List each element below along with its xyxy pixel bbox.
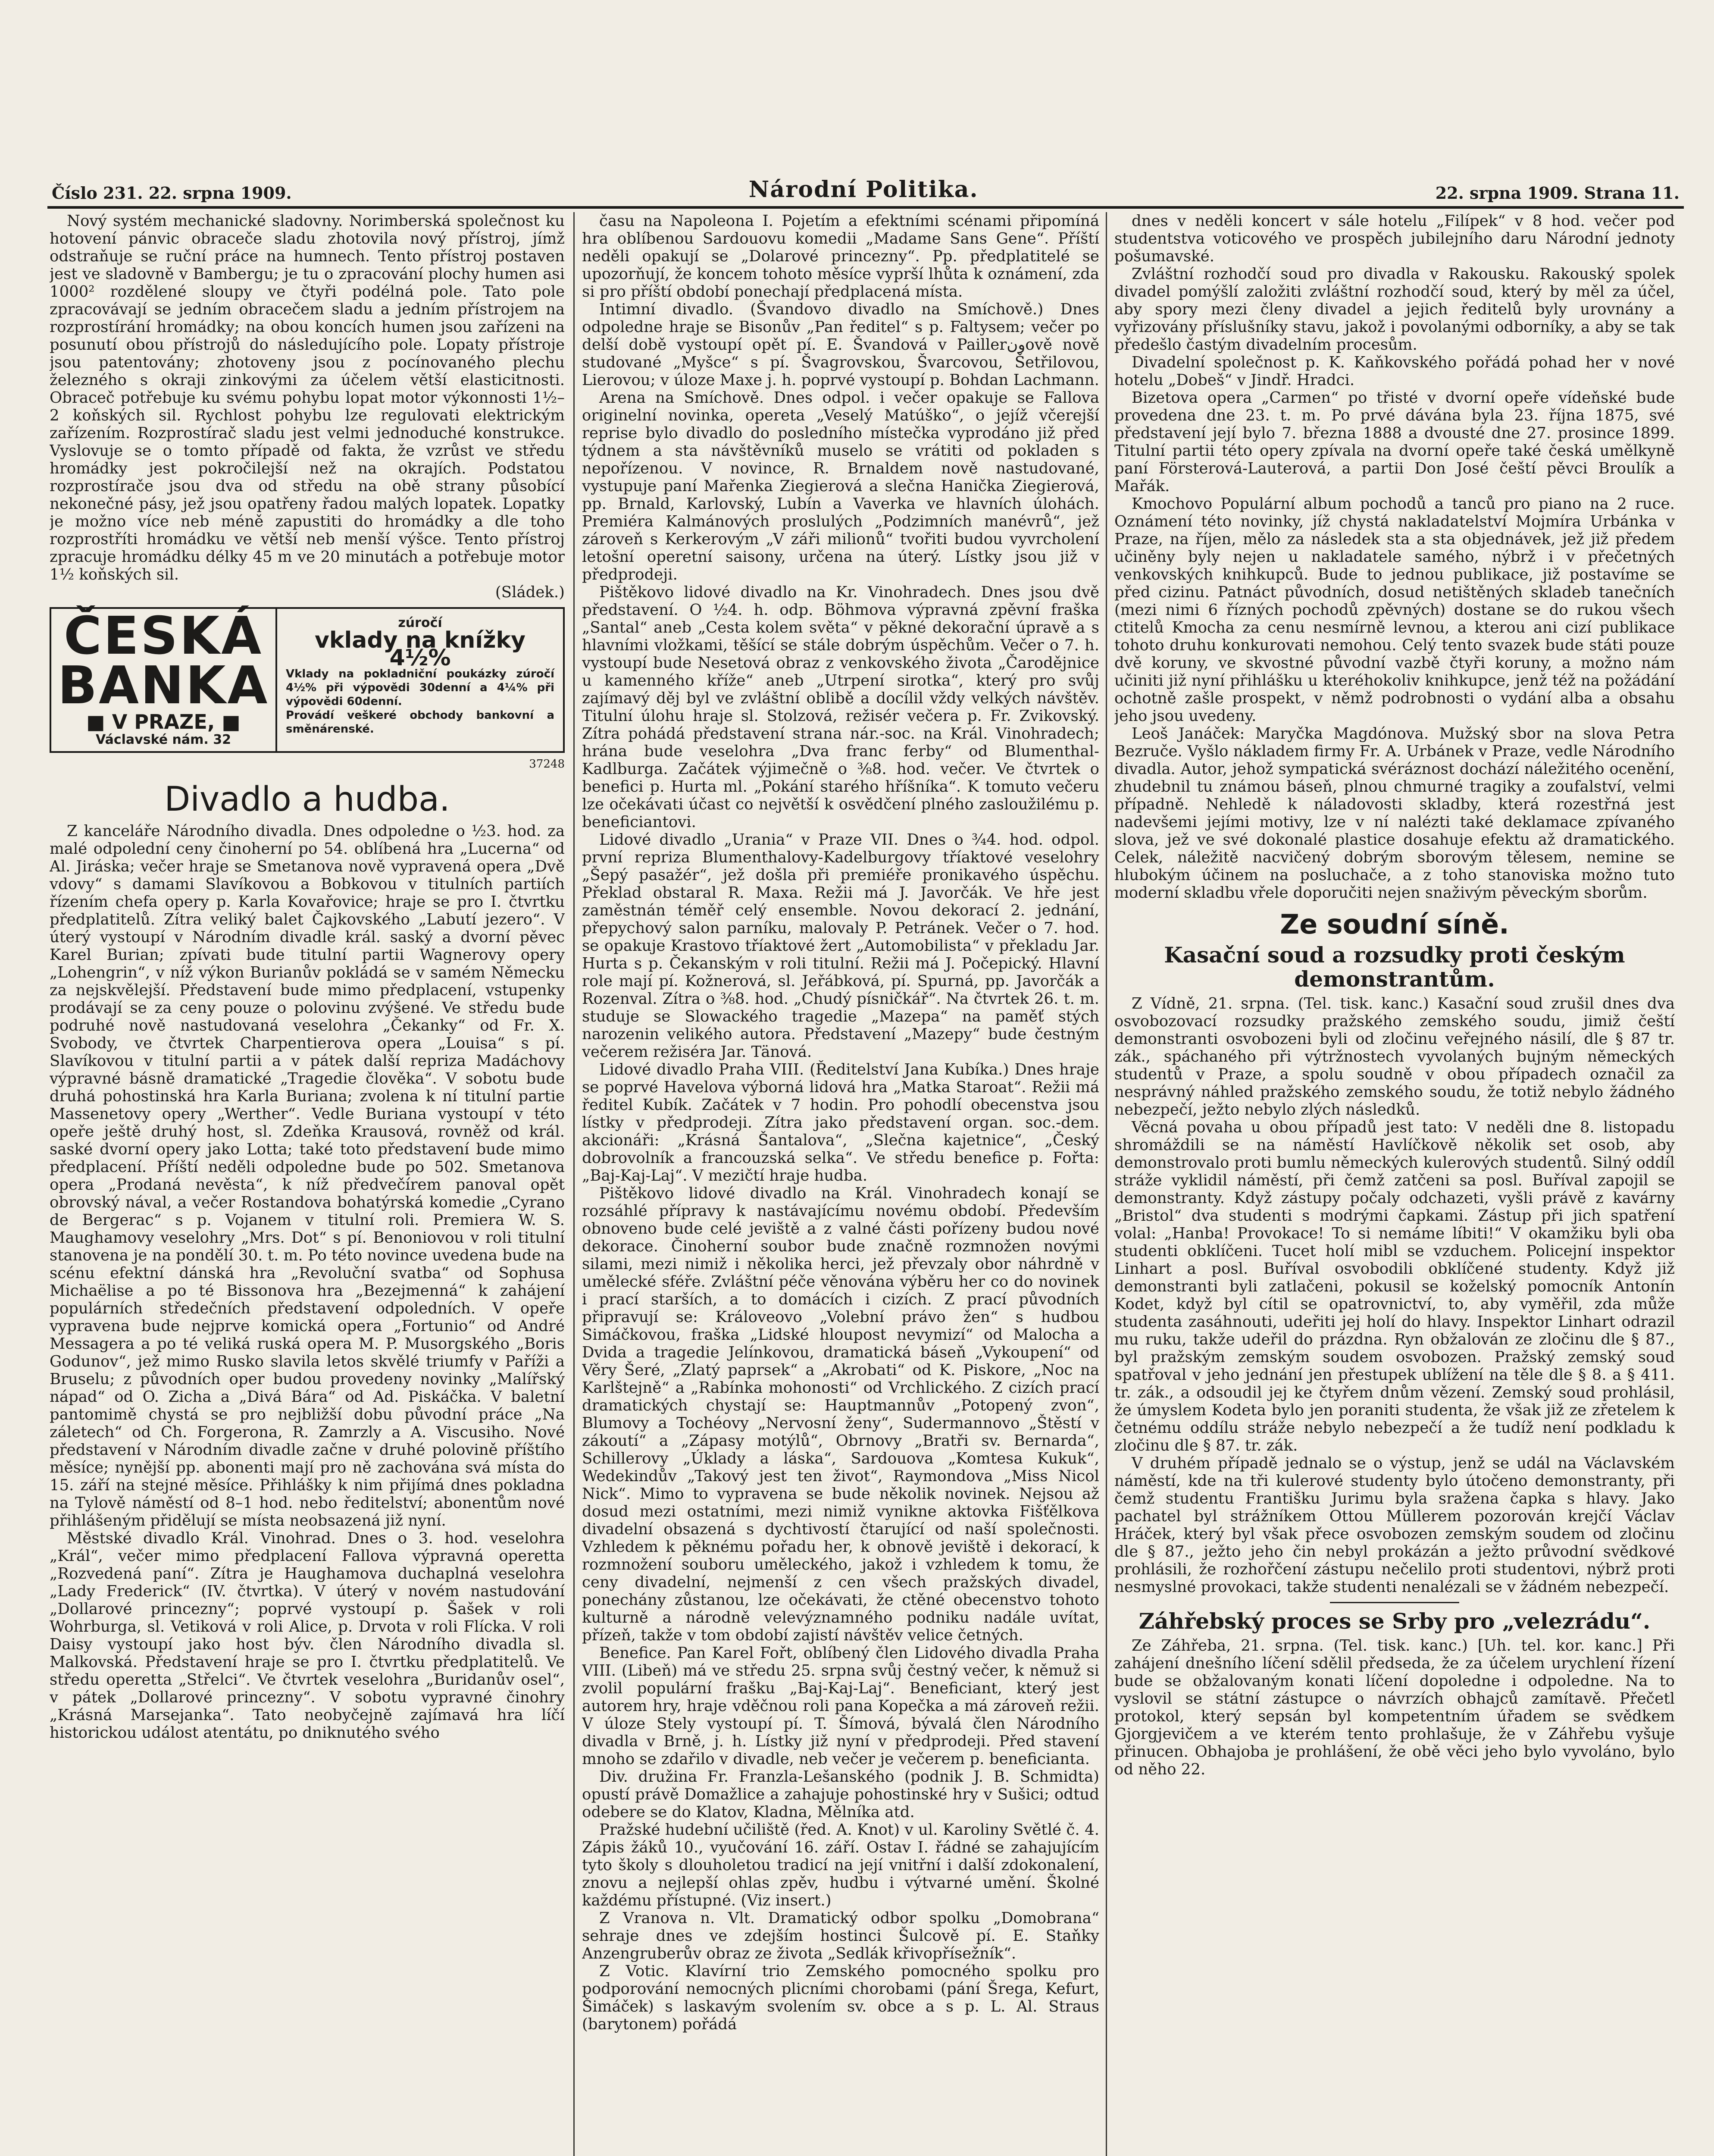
court-article-text: Z Vídně, 21. srpna. (Tel. tisk. kanc.) Kasační soud zrušil dnes dva osvobozovací rozsudky pražského zemského soudu, jimiž čeští demonstranti osvobozeni byli od zločinu veřejného násilí, dle § 87 tr. zák., spáchaného při výtržnostech vyvolaných bujným německých studentů v Praze, a spolu soudně v obou případech označil za nesprávný náhled pražského zemského soudu, že totiž nebylo žádného nebezpečí, ježto nebylo zlých následků. <box>1114 995 1675 1119</box>
article-arena-smichov: Arena na Smíchově. Dnes odpol. i večer opakuje se Fallova originelní novinka, opereta „Veselý Matúško“, o jejíž včerejší reprise bylo divadlo do posledního místečka vyprodáno již před týdnem a sta návštěvníků muselo se vrátiti od pokladen s nepořízenou. V novince, R. Brnaldem nově nastudované, vystupuje paní Mařenka Ziegierová a slečna Hanička Ziegierová, pp. Brnald, Karlovský, Lubín a Vaverka ve hlavních úlohách. Premiéra Kalmánových proslulých „Podzimních manévrů“, jež zároveň s Kerkerovým „V záři milionů“ tvořiti budou vyvrcholení letošní operetní saisony, určena na úterý. Lístky jsou již v předprodeji. <box>582 389 1099 583</box>
article-urania: Lidové divadlo „Urania“ v Praze VII. Dnes o ¾4. hod. odpol. první repriza Blumenthalovy-Kadelburgovy tříaktové veselohry „Šepý pasažér“, jež došla při premiéře pronikavého úspěchu. Překlad obstaral R. Maxa. Režii má J. Javorčák. Ve hře jest zaměstnán téměř celý ensemble. Novou dekorací 2. jednání, přepychový salon parníku, malovaly P. Petránek. Večer o 7. hod. se opakuje Krastovo tříaktové žert „Automobilista“ v překladu Jar. Hurta s p. Čekanským v roli titulní. Režii má J. Počepický. Hlavní role mají pí. Kožnerová, sl. Jeřábková, pí. Spurná, pp. Javorčák a Rozenval. Zítra o ⅜8. hod. „Chudý písničkář“. Na čtvrtek 26. t. m. studuje se Slowackého tragedie „Mazepa“ na paměť stých narozenin velikého autora. Představení „Mazepy“ bude čestným večerem režiséra Jar. Tänová. <box>582 831 1099 1061</box>
column-divider <box>573 212 575 2156</box>
masthead: Národní Politika. <box>748 176 979 203</box>
article-music-school: Pražské hudební učiliště (řed. A. Knot) v ul. Karoliny Světlé č. 4. Zápis žáků 10., vyučování 16. září. Ostav I. řádné se zahajujícím tyto školy s dlouholetou tradicí na její vnitřní i další zdokonalení, znovu a nejlepší ohlas zpěv, hudbu i výtvarné umění. Školné každému přístupné. (Viz insert.) <box>582 1821 1099 1909</box>
column-divider <box>1106 212 1107 2156</box>
court-article-text: V druhém případě jednalo se o výstup, jenž se udál na Václavském náměstí, kde na tři kulerové studenty bylo útočeno demonstranty, při čemž studentu Františku Jurimu byla sražena čapka s hlavy. Jako pachatel byl strážníkem Ottou Müllerem pozorován krejčí Václav Hráček, který byl však přece osvobozen zemským soudem od zločinu dle § 87., ježto jeho čin nebyl prokázán a ježto průvodní svědkové prohlásili, že rozhořčení zástupu nečelilo proti studentovi, nýbrž proti nesmyslné provokaci, takže studenti nenalézali se v žádném nebezpečí. <box>1114 1454 1675 1596</box>
article-kmoch-album: Kmochovo Populární album pochodů a tanců pro piano na 2 ruce. Oznámení této novinky, jíž chystá nakladatelství Mojmíra Urbánka v Praze, na říjen, mělo za následek sta a sta objednávek, jež již předem učiněny byly nejen u nakladatele samého, nýbrž i v přečetných venkovských knihkupců. Bude to jednou publikace, již postavíme se před cizinu. Patnáct původních, dosud netištěných skladeb tanečních (mezi nimi 6 řízných pochodů zpěvných) dostane se do rukou všech ctitelů Kmocha za cenu nesmírně levnou, a kterou ani cizí publikace tohoto druhu konkurovati nemohou. Celý tento svazek bude státi pouze dvě koruny, ve skvostné původní vazbě čtyři koruny, a možno nám učiniti již nyní přihlášku u kteréhokoliv knihkupce, jenž též na požádání ochotně zašle prospekt, v němž podrobnosti o vydání alba a obsahu jeho jsou uvedeny. <box>1114 495 1675 725</box>
article-vranov: Z Vranova n. Vlt. Dramatický odbor spolku „Domobrana“ sehraje dnes ve zdejším hostinci Šulcově pí. E. Staňky Anzengruberův obraz ze života „Sedlák křivopřísežník“. <box>582 1909 1099 1962</box>
header-rule <box>47 206 1684 209</box>
column-2 <box>582 212 1099 2156</box>
court-article-text: Věcná povaha u obou případů jest tato: V neděli dne 8. listopadu shromáždili se na náměstí Havlíčkově několik set osob, aby demonstrovalo proti bumlu německých kulerových studentů. Silný oddíl stráže vyklidil náměstí, při čemž zatčeni sa posl. Buříval zapojil se demonstranty. Když zástupy počaly odchazeti, vyšli právě z kavárny „Bristol“ dva studenti s modrými čapkami. Zástup při jich spatření volal: „Hanba! Provokace! To si nemáme líbiti!“ V okamžiku byli oba studenti obklíčeni. Tucet holí mibl se vzduchem. Policejní inspektor Linhart a posl. Buříval osvobodili obklíčené studenty. Když již demonstranti byli zatlačeni, pokusil se koželský pomocník Antonín Kodet, když byl cítil se opatrovnictví, to, aby vyměřil, zda může studenta zasáhnouti, udeřiti jej holí do hlavy. Inspektor Linhart odrazil mu ruku, takže udeřil do prázdna. Ryn obžalován ze zločinu dle § 87., byl pražským zemským soudem osvobozen. Pražský zemský soud spatřoval v jeho jednání jen přestupek ublížení na těle dle § 8. a § 411. tr. zák., a odsoudil jej ke čtyřem dnům vězení. Zemský soud prohlásil, že úmyslem Kodeta bylo jen poraniti studenta, že však již ze zřetelem k četnému oddílu stráže nebylo nebezpečí a že tudíž není podkladu k zločinu dle § 87. tr. zák. <box>1114 1119 1675 1454</box>
article-benefice: Benefice. Pan Karel Fořt, oblíbený člen Lidového divadla Praha VIII. (Libeň) má ve středu 25. srpna svůj čestný večer, k němuž si zvolil populární frašku „Baj-Kaj-Laj“. Beneficiant, který jest autorem hry, hraje vděčnou roli pana Kopečka a má zároveň režii. V úloze Stely vystoupí pí. T. Šímová, bývalá člen Národního divadla v Brně, j. h. Lístky již nyní v předprodeji. Před stavení mnoho se zdařilo v divadle, neb večer je večerem p. beneficianta. <box>582 1644 1099 1768</box>
ad-line: Provádí veškeré obchody bankovní a směnárenské. <box>286 709 554 736</box>
article-continuation: času na Napoleona I. Pojetím a efektními scénami připomíná hra oblíbenou Sardouovu komedii „Madame Sans Gene“. Příští neděli opakují se „Dolarové princezny“. Pp. předplatitelé se upozorňují, že koncem tohoto měsíce vyprší lhůta k oznámení, zda si pro příští období ponechají předplacená místa. <box>582 212 1099 301</box>
bank-advertisement <box>50 607 565 753</box>
bank-city: ■ V PRAZE, ■ <box>86 710 241 733</box>
ad-line: Vklady na pokladniční poukázky zúročí 4½% při výpovědi 30denní a 4¼% při výpovědi 60denní. <box>286 667 554 708</box>
bank-address: Václavské nám. 32 <box>96 732 231 747</box>
article-separator <box>1330 1602 1459 1603</box>
article-carmen: Bizetova opera „Carmen“ po třisté v dvorní opeře vídeňské bude provedena dne 23. t. m. Po prvé dávána byla 23. října 1875, své představení její bylo 7. března 1888 a dvousté dne 27. prosince 1899. Titulní partii této opery zpívala na dvorní opeře také česká umělkyně paní Försterová-Lauterová, a partii Don José čeští pěvci Broulík a Mařák. <box>1114 389 1675 495</box>
article-vinohrady-theatre: Městské divadlo Král. Vinohrad. Dnes o 3. hod. veselohra „Král“, večer mimo předplacení Fallova výpravná operetta „Rozvedená paní“. Zítra je Haughamova duchaplná veselohra „Lady Frederick“ (IV. čtvrtka). V úterý v novém nastudování „Dollarové princezny“; poprvé vystoupí p. Šašek v roli Wohrburga, sl. Vetiková v roli Alice, p. Drvota v roli Flícka. V roli Daisy vystoupí jako host býv. člen Národního divadla sl. Malkovská. Představení hraje se pro I. čtvrtku předplatitelů. Ve středu operetta „Střelci“. Ve čtvrtek veselohra „Buridanův osel“, v pátek „Dollarové princezny“. V sobotu vypravné činohry „Krásná Marsejanka“. Tato neobyčejně zajímavá hra líčí historickou událost atentátu, po dniknutého svého <box>50 1529 565 1742</box>
ad-code: 37248 <box>529 758 565 771</box>
court-headline: Kasační soud a rozsudky proti českým demonstrantům. <box>1164 942 1625 992</box>
ad-interest-rate: vklady na knížky 4½% <box>315 627 525 671</box>
article-pistek-season: Pištěkovo lidové divadlo na Král. Vinohradech konají se rozsáhlé přípravy k nastávajícímu novému období. Především obnoveno bude celé jeviště a z valné části pořízeny budou nové dekorace. Činoherní soubor bude značně rozmnožen novými silami, mezi nimiž i několika herci, jež převzaly obor náhrdně v umělecké sféře. Zvláštní péče věnována výběru her co do novinek i prací starších, a to domácích i cizích. Z prací původních připravují se: Královeovo „Volební právo žen“ s hudbou Simáčkovou, fraška „Lidské hloupost nevymizí“ od Malocha a Dvida a tragedie Jelínkovou, dramatická báseň „Vykoupení“ od Věry Šeré, „Zlatý paprsek“ a „Akrobati“ od K. Piskore, „Noc na Karlštejně“ a „Rabínka mohonosti“ od Vrchlického. Z cizích prací dramatických chystají se: Hauptmannův „Potopený zvon“, Blumovy a Tochéovy „Nervosní ženy“, Sudermannovo „Štěstí v zákoutí“ a „Zápasy motýlů“, Obrnovy „Bratři sv. Bernarda“, Schillerovy „Úklady a láska“, Sardouova „Komtesa Kukuk“, Wedekindův „Takový jest ten život“, Raymondova „Miss Nicol Nick“. Mimo to vypravena se bude několik novinek. Nejsou až dosud mezi ostatními, mezi nimiž vynikne aktovka Fišťělkova divadelní obsazená s dychtivostí čtarující od naší společnosti. Vzhledem k pěknému pořadu her, k obnově jeviště i dekorací, k rozmnožení souboru uměleckého, jakož i vzhledem k tomu, že ceny divadelní, nejmenší z cen všech pražských divadel, ponechány zůstanou, lze očekávati, že ctěné obecenstvo tohoto kulturně a národně velevýznamného podniku nadále uvítat, přízeň, takže v tom období zajistí návštěv velice četných. <box>582 1185 1099 1644</box>
bank-logo-block <box>51 606 277 751</box>
date-and-page: 22. srpna 1909. Strana 11. <box>1435 183 1680 203</box>
column-3 <box>1114 212 1675 2156</box>
zagreb-headline: Záhřebský proces se Srby pro „velezrádu“. <box>1138 1608 1651 1634</box>
section-title-court: Ze soudní síně. <box>1280 909 1509 940</box>
article-pistek-theatre: Pištěkovo lidové divadlo na Kr. Vinohradech. Dnes jsou dvě představení. O ½4. h. odp. Böhmova výpravná zpěvní fraška „Santal“ aneb „Cesta kolem světa“ v pěkné dekorační úpravě a s hlavními vložkami, těšící se stále dobrým úspěchům. Večer o 7. h. vystoupí bude Nesetová obraz z venkovského života „Čarodějnice u kamenného kříže“ aneb „Utrpení sirotka“, který pro svůj zajímavý děj byl ve zvláštní oblibě a docílil vždy velkých návštěv. Titulní úlohu hraje sl. Stolzová, režisér večera p. Fr. Zvikovský. Zítra pohádá představení strana nár.-soc. na Král. Vinohradech; hrána bude veselohra „Dva franc ferby“ od Blumenthal-Kadlburga. Začátek výjimečně o ⅜8. hod. večer. Ve čtvrtek o benefici p. Hurta ml. „Pokání starého hříšníka“. K tomuto večeru lze očekávati účast co největší k osvědčení plného zasloužilému p. beneficiantovi. <box>582 583 1099 831</box>
article-intimni-divadlo: Intimní divadlo. (Švandovo divadlo na Smíchově.) Dnes odpoledne hraje se Bisonův „Pan ředitel“ s p. Faltysem; večer po delší době vystoupí opět pí. E. Švandová v Paillerونově nově studované „Myšce“ s pí. Švagrovskou, Švarcovou, Šetřilovou, Lierovou; v úloze Maxe j. h. poprvé vystoupí p. Bohdan Lachmann. <box>582 301 1099 389</box>
bank-name: ČESKÁ BANKA <box>57 606 269 716</box>
issue-number: Číslo 231. 22. srpna 1909. <box>52 183 292 203</box>
zagreb-article-text: Ze Záhřeba, 21. srpna. (Tel. tisk. kanc.) [Uh. tel. kor. kanc.] Při zahájení dnešního líčení sdělil předseda, že za účelem urychlení řízení bude se obžalovaným konati líčení dopoledne i odpoledne. Na to vyslovil se státní zástupce o návrzích obhajců zamítavě. Přečetl protokol, který sepsán byl kompetentním úřadem se svědkem Gjorgjevičem a ve kterém tento prohlašuje, že v Záhřebu vyšuje přinucen. Obhajoba je prohlášení, že obě věci jeho bylo vyvoláno, bylo od něho 22. <box>1114 1637 1675 1778</box>
ad-line: zúročí <box>398 615 442 630</box>
section-title-theatre: Divadlo a hudba. <box>164 780 450 819</box>
article-lidove-divadlo: Lidové divadlo Praha VIII. (Ředitelství Jana Kubíka.) Dnes hraje se poprvé Havelova výborná lidová hra „Matka Staroat“. Režii má ředitel Kubík. Začátek v 7 hodin. Pro pohodlí obecenstva jsou lístky v předprodeji. Zítra jako představení organ. soc.-dem. akcionáři: „Krásná Šantalova“, „Slečna kajetnice“, „Český dobrovolník a francouzská selka“. Ve středu benefice p. Fořta: „Baj-Kaj-Laj“. V mezičtí hraje hudba. <box>582 1061 1099 1185</box>
article-concert: dnes v neděli koncert v sále hotelu „Filípek“ v 8 hod. večer pod studentstva voticového ve prospěch jubilejního daru Národní jednoty pošumavské. <box>1114 212 1675 265</box>
column-1 <box>50 212 565 2156</box>
article-national-theatre: Z kanceláře Národního divadla. Dnes odpoledne o ½3. hod. za malé odpolední ceny činoherní po 54. oblíbená hra „Lucerna“ od Al. Jiráska; večer hraje se Smetanova nově vypravená opera „Dvě vdovy“ s damami Slavíkovou a Bobkovou v titulních partiích řízením chefa opery p. Karla Kovařovice; hraje se pro I. čtvrtku předplatitelů. Zítra veliký balet Čajkovského „Labutí jezero“. V úterý vystoupí v Národním divadle král. saský a dvorní pěvec Karel Burian; zpívati bude titulní partii Wagnerovy opery „Lohengrin“, v níž výkon Burianův pokládá se v samém Německu za nejskvělejší. Představení bude mimo předplacení, vstupenky prodávají se za ceny pouze o polovinu zvýšené. Ve středu bude podruhé nově nastudovaná veselohra „Čekanky“ od Fr. X. Svobody, ve čtvrtek Charpentierova opera „Louisa“ s pí. Slavíkovou v titulní partii a v pátek další repriza Madáchovy výpravné básně dramatické „Tragedie člověka“. V sobotu bude druhá pohostinská hra Karla Buriana; zvolena k ní titulní partie Massenetovy opery „Werther“. Vedle Buriana vystoupí v této opeře ještě druhý host, sl. Zdeňka Krausová, rovněž od král. saské dvorní opery jako Lotta; také toto představení bude mimo předplacení. Příští neděli odpoledne bude po 502. Smetanova opera „Prodaná nevěsta“, k níž předvečírem panoval opět obrovský nával, a večer Rostandova bohatýrská komedie „Cyrano de Bergerac“ s p. Vojanem v titulní roli. Premiera W. S. Maughamovy veselohry „Mrs. Dot“ s pí. Benoniovou v roli titulní stanovena je na pondělí 30. t. m. Po této novince uvedena bude na scénu efektní dánská hra „Revoluční svatba“ od Sophusa Michaëlise a po té Bissonova hra „Bezejmenná“ k zahájení populárních středečních představení odpoledních. V opeře vypravena bude nejprve komická opera „Fortunio“ od André Messagera a po té veliká ruská opera M. P. Musorgského „Boris Godunov“, jež mimo Rusko slavila letos skvělé triumfy v Paříži a Bruselu; z původních oper budou provedeny novinky „Malířský nápad“ od O. Zicha a „Divá Bára“ od Ad. Piskáčka. V baletní pantomimě chystá se pro nejbližší dobu původní práce „Na záletech“ od Ch. Forgerona, R. Zamrzly a A. Viscusiho. Nové představení v Národním divadle začne v druhé polovině příštího měsíce; nynější pp. abonenti mají pro ně zachována svá místa do 15. září na stejné měsíce. Přihlášky k nim přijímá dnes pokladna na Tylově náměstí od 8–1 hod. nebo ředitelství; abonentům nové přihlášeným přidělují se místa neobsazená již nyní. <box>50 822 565 1529</box>
article-signature: (Sládek.) <box>495 583 565 601</box>
article-arbitration: Zvláštní rozhodčí soud pro divadla v Rakousku. Rakouský spolek divadel pomýšlí založiti zvláštní rozhodčí soud, který by měl za účel, aby spory mezi členy divadel a jejich ředitelů byly urovnány a vyřizovány příslušníky stavu, jakož i povolanými odborníky, a aby se tak předešlo častým divadelním procesům. <box>1114 265 1675 354</box>
article-votice: Z Votic. Klavírní trio Zemského pomocného spolku pro podporování nemocných plicními chorobami (pání Šrega, Kefurt, Šimáček) s laskavým svolením sv. obce a s p. L. Al. Straus (barytonem) pořádá <box>582 1962 1099 2033</box>
bank-offer <box>277 609 563 751</box>
article-kankovsky: Divadelní společnost p. K. Kaňkovského pořádá pohad her v nové hotelu „Dobeš“ v Jindř. Hradci. <box>1114 354 1675 389</box>
article-malting: Nový systém mechanické sladovny. Norimberská společnost ku hotovení pánvic obraceče sladu zhotovila nový přístroj, jímž odstraňuje se ruční práce na humnech. Tento přístroj postaven jest ve sladovně v Bambergu; je tu o zpracování plochy humen asi 1000² rozdělené sloupy ve čtyři podélná pole. Tato pole zpracovávají se jedním obracečem sladu a jedním přístrojem na rozprostírání hromádky; na obou koncích humen jsou zařízeni na posunutí obou přístrojů do následujícího pole. Lopaty přístroje jsou patentovány; zhotoveny jsou z pocínovaného plechu železného s okraji zinkovými za účelem větší elasticitnosti. Obraceč potřebuje ku svému pohybu lopat motor výkonnosti 1½–2 koňských sil. Rychlost pohybu lze regulovati elektrickým zařízením. Rozprostírač sladu jest velmi jednoduché konstrukce. Vyslovuje se o tomto případě od fakta, že vzrůst ve středu hromádky jest pokročilejší než na okrajích. Podstatou rozprostírače jsou dva od středu na obě strany působící nekonečné pásy, jež jsou opatřeny řadou malých lopatek. Lopatky je možno více neb méně zapustiti do hromádky a dle toho rozprostříti hromádku ve větší neb menší výšce. Tento přístroj zpracuje hromádku délky 45 m ve 20 minutách a potřebuje motor 1½ koňských sil. <box>50 212 565 583</box>
article-druzina: Div. družina Fr. Franzla-Lešanského (podnik J. B. Schmidta) opustí právě Domažlice a zahajuje pohostinské hry v Sušici; odtud odebere se do Klatov, Kladna, Mělníka atd. <box>582 1768 1099 1821</box>
page-header <box>52 172 1680 203</box>
article-janacek: Leoš Janáček: Maryčka Magdónova. Mužský sbor na slova Petra Bezruče. Vyšlo nákladem firmy Fr. A. Urbánek v Praze, vedle Národního divadla. Autor, jehož sympatická svéráznost dochází náležitého ocenění, zhudebnil tu známou báseň, plnou chmurné tragiky a zoufalství, velmi případně. Nehledě k náladovosti skladby, která rozestřná jest nadevšemi jejími motivy, lze v ní nalézti také deklamace zpívaného slova, jež ve své dokonalé plastice dosahuje efektu až dramatického. Celek, náležitě nacvičený dobrým sborovým tělesem, nemine se hlubokým účinem na posluchače, a z toho stanoviska možno tuto moderní skladbu vřele doporučiti nejen snaživým pěveckým sborům. <box>1114 725 1675 902</box>
